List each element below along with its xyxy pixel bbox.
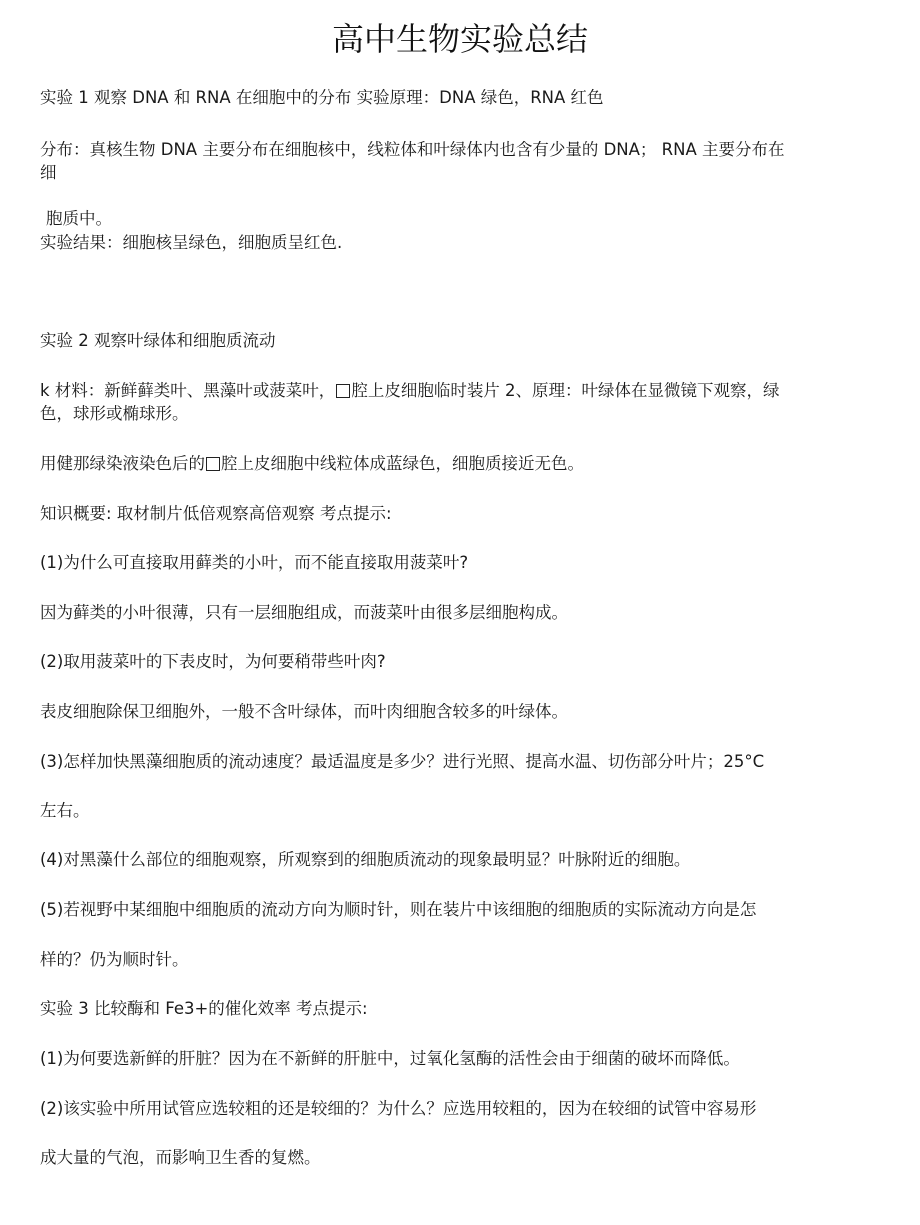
checkbox-glyph-icon [206,457,220,471]
exp1-result: 实验结果：细胞核呈绿色，细胞质呈红色. [40,233,343,252]
exp1-distribution-line2: 细 [40,163,57,182]
exp1-heading: 实验 1 观察 DNA 和 RNA 在细胞中的分布 实验原理：DNA 绿色，RNA 红色 [40,88,604,107]
page-title: 高中生物实验总结 [331,20,588,58]
exp2-question-3-line2: 左右。 [40,801,90,820]
exp2-material-line1 [40,379,880,403]
exp1-distribution-line3: 胞质中。 [46,209,112,228]
exp2-overview: 知识概要: 取材制片低倍观察高倍观察 考点提示: [40,504,392,523]
exp1-distribution-line1: 分布：真核生物 DNA 主要分布在细胞核中，线粒体和叶绿体内也含有少量的 DNA； RNA 主要分布在 [40,140,785,159]
exp2-question-2: (2)取用菠菜叶的下表皮时，为何要稍带些叶肉? [40,652,386,671]
exp2-material-text-b: 腔上皮细胞临时装片 2、原理：叶绿体在显微镜下观察，绿 [351,381,780,400]
checkbox-glyph-icon [336,384,350,398]
exp3-heading: 实验 3 比较酶和 Fe3+的催化效率 考点提示: [40,999,368,1018]
exp3-question-2-line1: (2)该实验中所用试管应选较粗的还是较细的？为什么？应选用较粗的，因为在较细的试管中容易形 [40,1099,757,1118]
exp2-question-4: (4)对黑藻什么部位的细胞观察，所观察到的细胞质流动的现象最明显？叶脉附近的细胞。 [40,850,691,869]
exp2-question-3-line1: (3)怎样加快黑藻细胞质的流动速度？最适温度是多少？进行光照、提高水温、切伤部分叶片；25°C [40,752,765,771]
exp2-answer-1: 因为藓类的小叶很薄，只有一层细胞组成，而菠菜叶由很多层细胞构成。 [40,603,568,622]
exp2-question-5-line1: (5)若视野中某细胞中细胞质的流动方向为顺时针，则在装片中该细胞的细胞质的实际流动方向是怎 [40,900,757,919]
exp2-heading: 实验 2 观察叶绿体和细胞质流动 [40,331,276,350]
exp2-question-1: (1)为什么可直接取用藓类的小叶，而不能直接取用菠菜叶? [40,553,469,572]
exp3-question-2-line2: 成大量的气泡，而影响卫生香的复燃。 [40,1148,321,1167]
exp2-answer-2: 表皮细胞除保卫细胞外，一般不含叶绿体，而叶肉细胞含较多的叶绿体。 [40,702,568,721]
exp2-stain-text-a: 用健那绿染液染色后的 [40,454,205,473]
exp2-stain-text-b: 腔上皮细胞中线粒体成蓝绿色，细胞质接近无色。 [221,454,584,473]
exp2-material-line2: 色，球形或椭球形。 [40,404,189,423]
exp2-material-text-a: k 材料：新鲜藓类叶、黑藻叶或菠菜叶， [40,381,336,400]
exp2-question-5-line2: 样的？仍为顺时针。 [40,950,189,969]
exp3-question-1: (1)为何要选新鲜的肝脏？因为在不新鲜的肝脏中，过氧化氢酶的活性会由于细菌的破坏而降低。 [40,1049,740,1068]
exp2-stain-line [40,452,880,476]
